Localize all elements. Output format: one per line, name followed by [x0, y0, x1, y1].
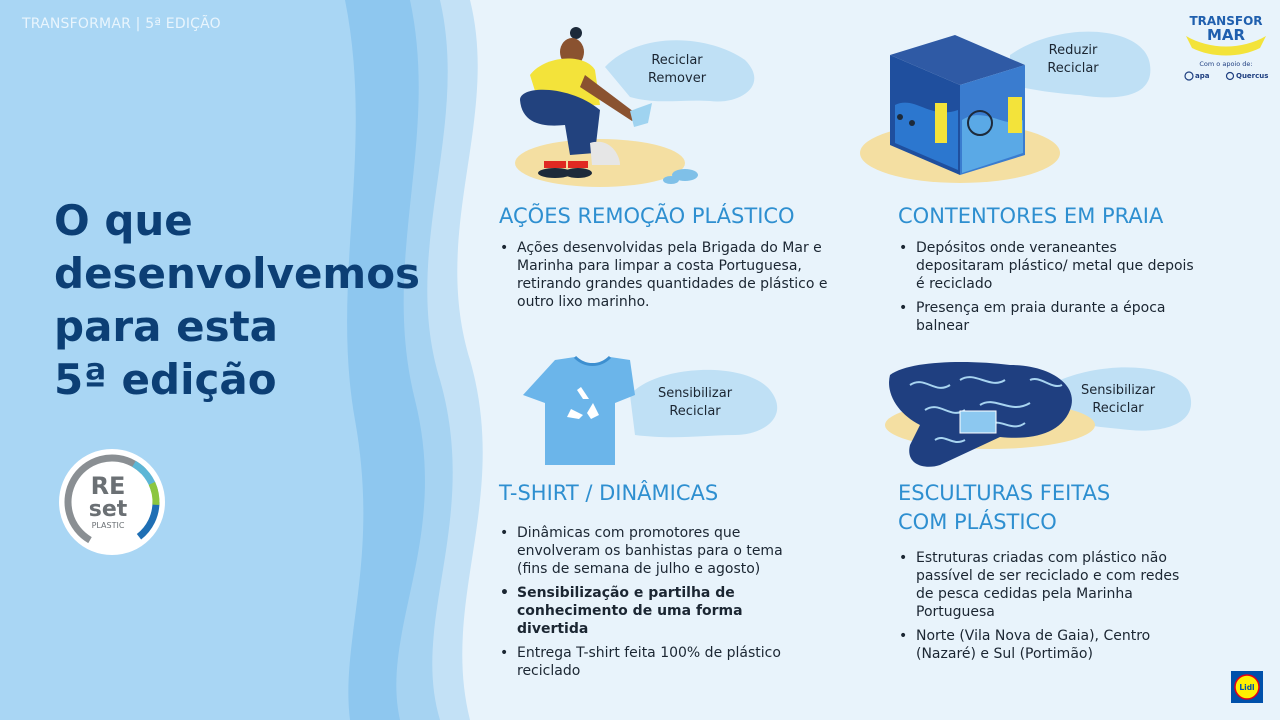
list-item: • Presença em praia durante a época balnear [916, 299, 1198, 335]
reset-text: set [88, 497, 128, 522]
bullet-list [499, 524, 817, 680]
title-line: para esta [54, 302, 278, 351]
title-line: desenvolvemos [54, 249, 421, 298]
section-contentores [898, 202, 1198, 341]
reset-text: RE [90, 472, 126, 500]
reset-text: PLASTIC [91, 521, 125, 530]
transformar-logo [1180, 8, 1272, 88]
bullet-list [499, 239, 839, 311]
presentation-header: TRANSFORMAR | 5ª EDIÇÃO [22, 16, 221, 32]
bubble-line: Reciclar [669, 404, 721, 419]
list-item: • Sensibilização e partilha de conhecimento de uma forma divertida [517, 584, 817, 638]
logo-text: MAR [1206, 26, 1246, 44]
section-title-line: ESCULTURAS FEITAS [898, 481, 1111, 505]
section-title-line: COM PLÁSTICO [898, 510, 1057, 534]
section-title: T-SHIRT / DINÂMICAS [499, 481, 719, 505]
bubble-line: Sensibilizar [657, 386, 733, 401]
list-item: • Depósitos onde veraneantes depositaram plástico/ metal que depois é reciclado [916, 239, 1198, 293]
partner-apa: apa [1195, 72, 1210, 80]
reset-plastic-logo [58, 448, 166, 556]
person-cleaning-illustration [510, 15, 760, 195]
list-item: • Estruturas criadas com plástico não passível de ser reciclado e com redes de pesca cedidas pela Marinha Portuguesa [916, 549, 1180, 621]
bubble-line: Reduzir [1048, 43, 1098, 58]
logo-support-text: Com o apoio de: [1199, 60, 1253, 68]
bubble-line: Reciclar [651, 53, 703, 68]
bullet-list [898, 239, 1198, 335]
section-title [898, 479, 1180, 537]
bubble-line: Sensibilizar [1080, 383, 1156, 398]
bubble-line: Remover [647, 71, 707, 86]
section-title: AÇÕES REMOÇÃO PLÁSTICO [499, 204, 795, 228]
title-line: 5ª edição [54, 355, 277, 404]
bubble-line: Reciclar [1047, 61, 1099, 76]
section-tshirt [499, 479, 817, 686]
list-item: • Entrega T-shirt feita 100% de plástico reciclado [517, 644, 817, 680]
section-title: CONTENTORES EM PRAIA [898, 204, 1164, 228]
section-acoes [499, 202, 839, 317]
main-title [54, 194, 444, 406]
section-esculturas [898, 479, 1180, 669]
bubble-line: Reciclar [1092, 401, 1144, 416]
partner-quercus: Quercus [1236, 72, 1269, 80]
list-item: • Dinâmicas com promotores que envolveram os banhistas para o tema (fins de semana de julho e agosto) [517, 524, 817, 578]
bullet-list [898, 549, 1180, 663]
tshirt-bubble [640, 385, 750, 421]
list-item: • Norte (Vila Nova de Gaia), Centro (Nazaré) e Sul (Portimão) [916, 627, 1180, 663]
acoes-bubble [622, 52, 732, 88]
esculturas-bubble [1072, 382, 1164, 418]
logo-text: TRANSFOR [1189, 14, 1263, 28]
list-item: • Ações desenvolvidas pela Brigada do Mar e Marinha para limpar a costa Portuguesa, retirando grandes quantidades de plástico e outro lixo marinho. [517, 239, 839, 311]
lidl-logo [1231, 671, 1263, 703]
lidl-logo-text: Lidl [1239, 683, 1255, 692]
contentores-bubble [1030, 42, 1116, 78]
title-line: O que [54, 196, 193, 245]
